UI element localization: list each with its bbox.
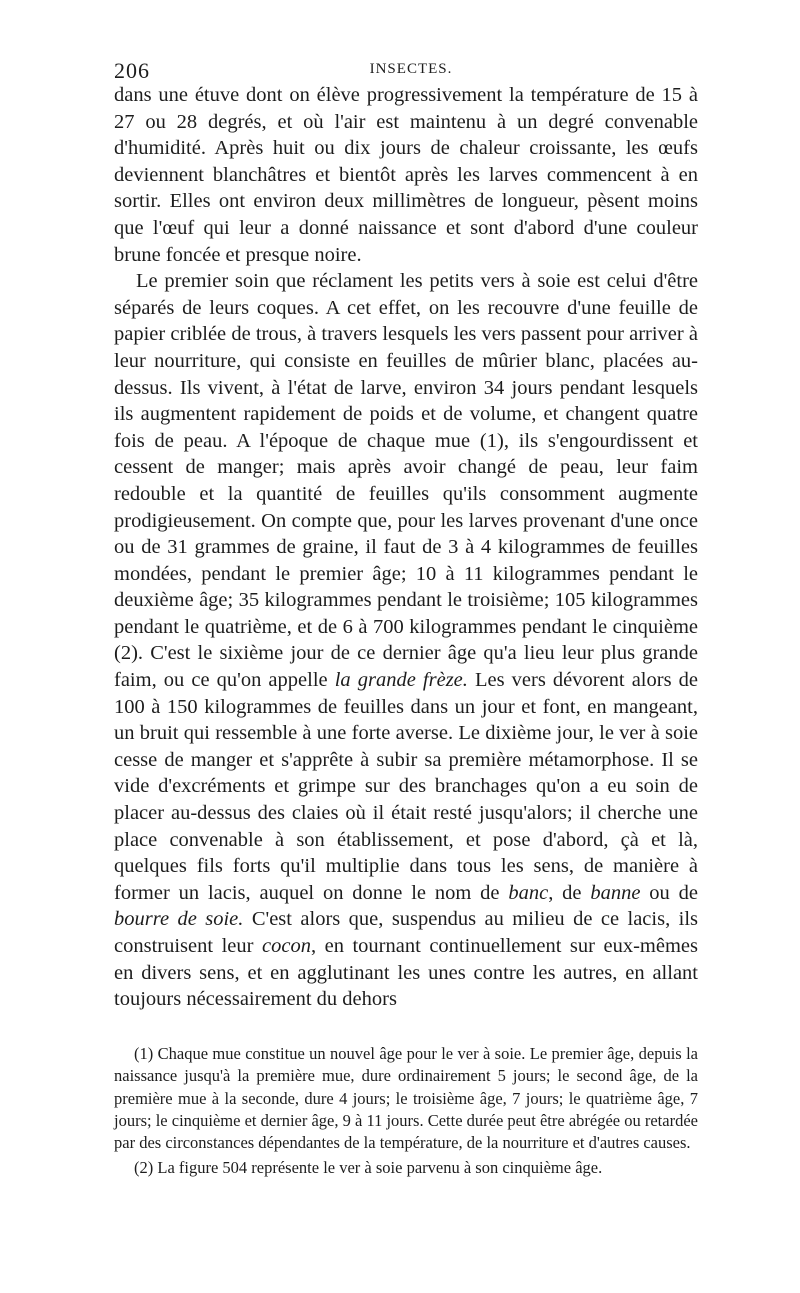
footnotes bbox=[114, 1043, 698, 1179]
running-title: INSECTES. bbox=[369, 61, 453, 77]
paragraph-2-text-b: Les vers dévorent alors de 100 à 150 kilogrammes de feuilles dans un jour et font, en mangeant, un bruit qui ressemble à une forte averse. Le dixième jour, le ver à soie cesse de manger et s'apprête à subir sa première métamorphose. Il se vide d'excréments et grimpe sur des branchages qu'on a eu soin de placer au-dessus des claies où il était resté jusqu'alors; il cherche une place convenable à son établissement, et pose d'abord, çà et là, quelques fils forts qu'il multiplie dans tous les sens, de manière à former un lacis, auquel on donne le nom de bbox=[114, 669, 698, 904]
footnote-2: (2) La figure 504 représente le ver à soie parvenu à son cinquième âge. bbox=[134, 1157, 603, 1177]
page-number: 206 bbox=[114, 58, 150, 83]
paragraph-2-text-c: , de bbox=[548, 881, 591, 904]
paragraph-1: dans une étuve dont on élève progressivement la température de 15 à 27 ou 28 degrés, et où l'air est maintenu à un degré convenable d'humidité. Après huit ou dix jours de chaleur croissante, les œufs deviennent blanchâtres et bientôt après les larves commencent à en sortir. Elles ont environ deux millimètres de longueur, pèsent moins que l'œuf qui leur a donné naissance et sont d'abord d'une couleur brune foncée et presque noire. bbox=[114, 84, 698, 266]
italic-term-bourre-de-soie: bourre de soie. bbox=[114, 908, 244, 931]
paragraph-2-text-a: Le premier soin que réclament les petits vers à soie est celui d'être séparés de leurs coques. A cet effet, on les recouvre d'une feuille de papier criblée de trous, à travers lesquels les vers passent pour arriver à leur nourriture, qui consiste en feuilles de mûrier blanc, placées au-dessus. Ils vivent, à l'état de larve, environ 34 jours pendant lesquels ils augmentent rapidement de poids et de volume, et changent quatre fois de peau. A l'époque de chaque mue (1), ils s'engourdissent et cessent de manger; mais après avoir changé de peau, leur faim redouble et la quantité de feuilles qu'ils consomment augmente prodigieusement. On compte que, pour les larves provenant d'une once ou de 31 grammes de graine, il faut de 3 à 4 kilogrammes de feuilles mondées, pendant le premier âge; 10 à 11 kilogrammes pendant le deuxième âge; 35 kilogrammes pendant le troisième; 105 kilogrammes pendant le quatrième, et de 6 à 700 kilogrammes pendant le cinquième (2). C'est le sixième jour de ce dernier âge qu'a lieu leur plus grande faim, ou ce qu'on appelle bbox=[114, 270, 698, 692]
italic-term-cocon: cocon bbox=[262, 935, 311, 957]
paragraph-2 bbox=[114, 268, 698, 1013]
italic-term-grande-freze: la grande frèze. bbox=[334, 669, 468, 692]
paragraph-2-text-e: C'est alors que, suspendus au milieu de ce lacis, ils construisent leur bbox=[114, 908, 698, 957]
footnote-1: (1) Chaque mue constitue un nouvel âge pour le ver à soie. Le premier âge, depuis la naissance jusqu'à la première mue, dure ordinairement 5 jours; le second âge, de la première mue à la seconde, dure 4 jours; le troisième âge, 7 jours; le quatrième âge, 7 jours; le cinquième et dernier âge, 9 à 11 jours. Cette durée peut être abrégée ou retardée par des circonstances dépendantes de la température, de la nourriture et d'autres causes. bbox=[114, 1043, 698, 1153]
running-head bbox=[114, 52, 698, 82]
paragraph-2-text-d: ou de bbox=[640, 881, 698, 904]
body-text bbox=[114, 82, 698, 1013]
italic-term-banc: banc bbox=[508, 881, 549, 904]
book-page bbox=[114, 52, 698, 1181]
paragraph-2-text-f: , en tournant continuellement sur eux-mêmes en divers sens, et en agglutinant les unes contre les autres, en allant toujours nécessairement du dehors bbox=[114, 935, 698, 1011]
italic-term-banne: banne bbox=[590, 881, 641, 904]
